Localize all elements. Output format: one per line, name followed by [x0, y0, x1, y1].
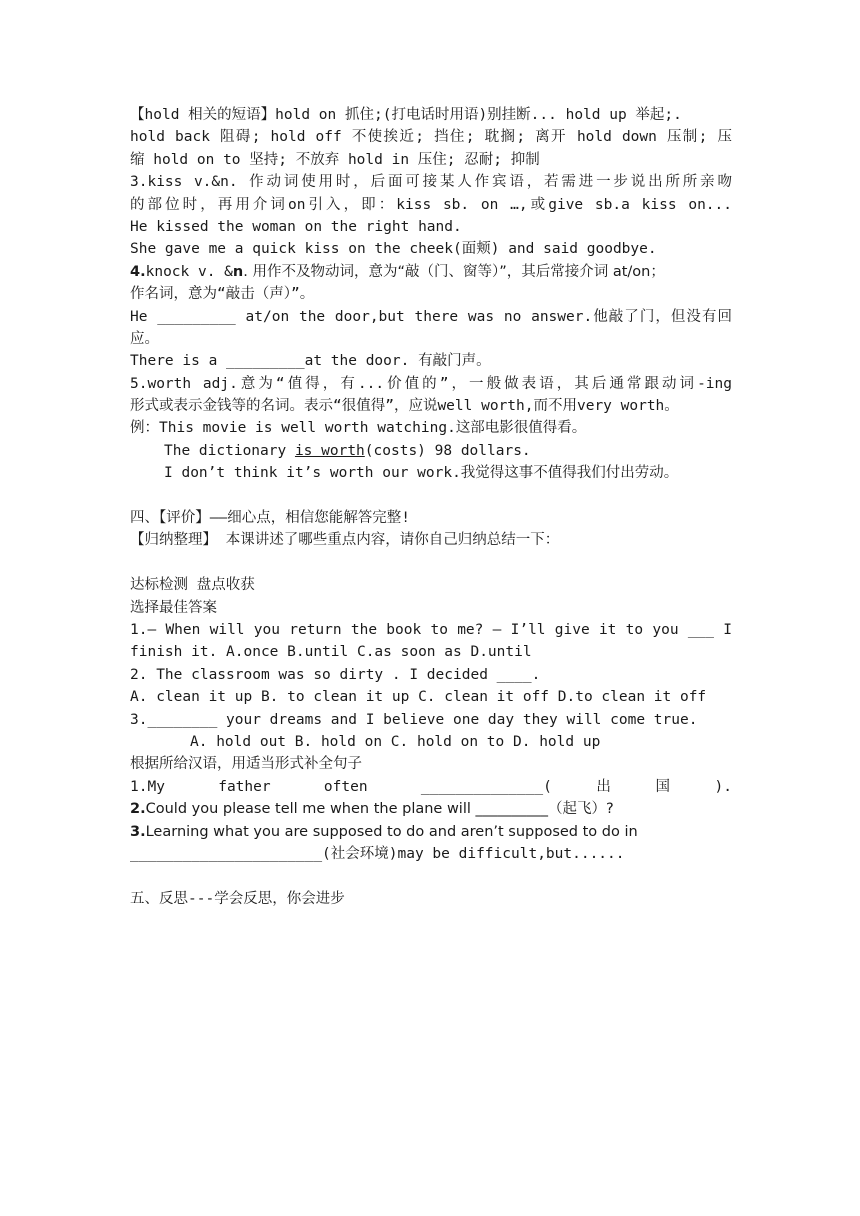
- knock-example-1-cont: 应。: [130, 330, 159, 347]
- completion-2-number: 2.: [130, 801, 146, 818]
- question-2-options: A. clean it up B. to clean it up C. clean it off D.to clean it off: [130, 689, 707, 706]
- completion-3-line-2: ______________________(社会环境)may be difficult,but......: [130, 845, 625, 862]
- worth-note-line-2: 形式或表示金钱等的名词。表示“很值得”，应说well worth,而不用very worth。: [130, 398, 679, 415]
- worth-example-2-start: The dictionary: [164, 442, 295, 459]
- completion-heading: 根据所给汉语，用适当形式补全句子: [130, 756, 362, 773]
- completion-3-text: Learning what you are supposed to do and aren’t supposed to do in: [145, 823, 638, 840]
- completion-3-number: 3.: [130, 823, 146, 840]
- kiss-note-line-2: 的部位时，再用介词on引入，即：kiss sb. on …,或give sb.a kiss on...: [130, 196, 732, 213]
- completion-2: [130, 798, 732, 820]
- section-four-heading: 四、【评价】——细心点，相信您能解答完整!: [130, 510, 410, 527]
- multiple-choice-heading: 选择最佳答案: [130, 599, 217, 616]
- knock-n: n: [232, 263, 244, 280]
- worth-example-2-end: (costs) 98 dollars.: [364, 442, 531, 459]
- knock-note-line-2: 作名词，意为“敲击（声）”。: [130, 286, 315, 303]
- question-1-line-2: finish it. A.once B.until C.as soon as D.until: [130, 644, 532, 661]
- spacer: [130, 865, 732, 887]
- knock-number: 4.: [130, 263, 146, 280]
- worth-underlined: is worth: [294, 442, 365, 459]
- worth-example-3: I don’t think it’s worth our work.我觉得这事不值得我们付出劳动。: [164, 465, 679, 482]
- completion-2-text: Could you please tell me when the plane will __________（起飞）?: [145, 801, 614, 818]
- hold-phrases-line-1: 【hold 相关的短语】hold on 抓住;(打电话时用语)别挂断... hold up 举起;.: [130, 107, 682, 123]
- worth-example-1: 例：This movie is well worth watching.这部电影很值得看。: [130, 420, 587, 437]
- question-2-line-1: 2. The classroom was so dirty . I decided ____.: [130, 666, 541, 683]
- kiss-example-1: He kissed the woman on the right hand.: [130, 218, 462, 235]
- worth-example-2: [130, 440, 732, 462]
- knock-word: knock v. &: [145, 263, 233, 280]
- question-3-options: A. hold out B. hold on C. hold on to D. hold up: [190, 733, 601, 750]
- spacer: [130, 485, 732, 507]
- summary-heading: 【归纳整理】 本课讲述了哪些重点内容，请你自己归纳总结一下：: [130, 532, 560, 549]
- kiss-example-2: She gave me a quick kiss on the cheek(面颊) and said goodbye.: [130, 241, 657, 258]
- section-five-heading: 五、反思---学会反思，你会进步: [130, 890, 345, 907]
- knock-example-1: He _________ at/on the door,but there was no answer.他敲了门，但没有回: [130, 308, 732, 325]
- kiss-note-line-1: 3.kiss v.&n. 作动词使用时，后面可接某人作宾语，若需进一步说出所所亲吻: [130, 174, 732, 191]
- document-body: [130, 104, 732, 910]
- hold-phrases-line-2: hold back 阻碍; hold off 不使挨近; 挡住; 耽搁; 离开 hold down 压制; 压: [130, 129, 732, 146]
- knock-note-line-1: [130, 261, 732, 283]
- question-1-line-1: 1.— When will you return the book to me? — I’ll give it to you ___ I: [130, 621, 732, 638]
- knock-example-2: There is a _________at the door. 有敲门声。: [130, 353, 491, 370]
- knock-explanation: . 用作不及物动词，意为“敲（门、窗等）”，其后常接介词 at/on；: [243, 263, 665, 280]
- question-3-line-1: 3.________ your dreams and I believe one day they will come true.: [130, 711, 698, 728]
- completion-1: 1.My father often ______________(出国).: [130, 778, 732, 795]
- test-heading: 达标检测 盘点收获: [130, 577, 255, 594]
- spacer: [130, 552, 732, 574]
- completion-3-line-1: [130, 821, 732, 843]
- worth-note-line-1: 5.worth adj.意为“值得，有...价值的”，一般做表语，其后通常跟动词-ing: [130, 375, 732, 392]
- hold-phrases-line-3: 缩 hold on to 坚持; 不放弃 hold in 压住; 忍耐; 抑制: [130, 151, 540, 168]
